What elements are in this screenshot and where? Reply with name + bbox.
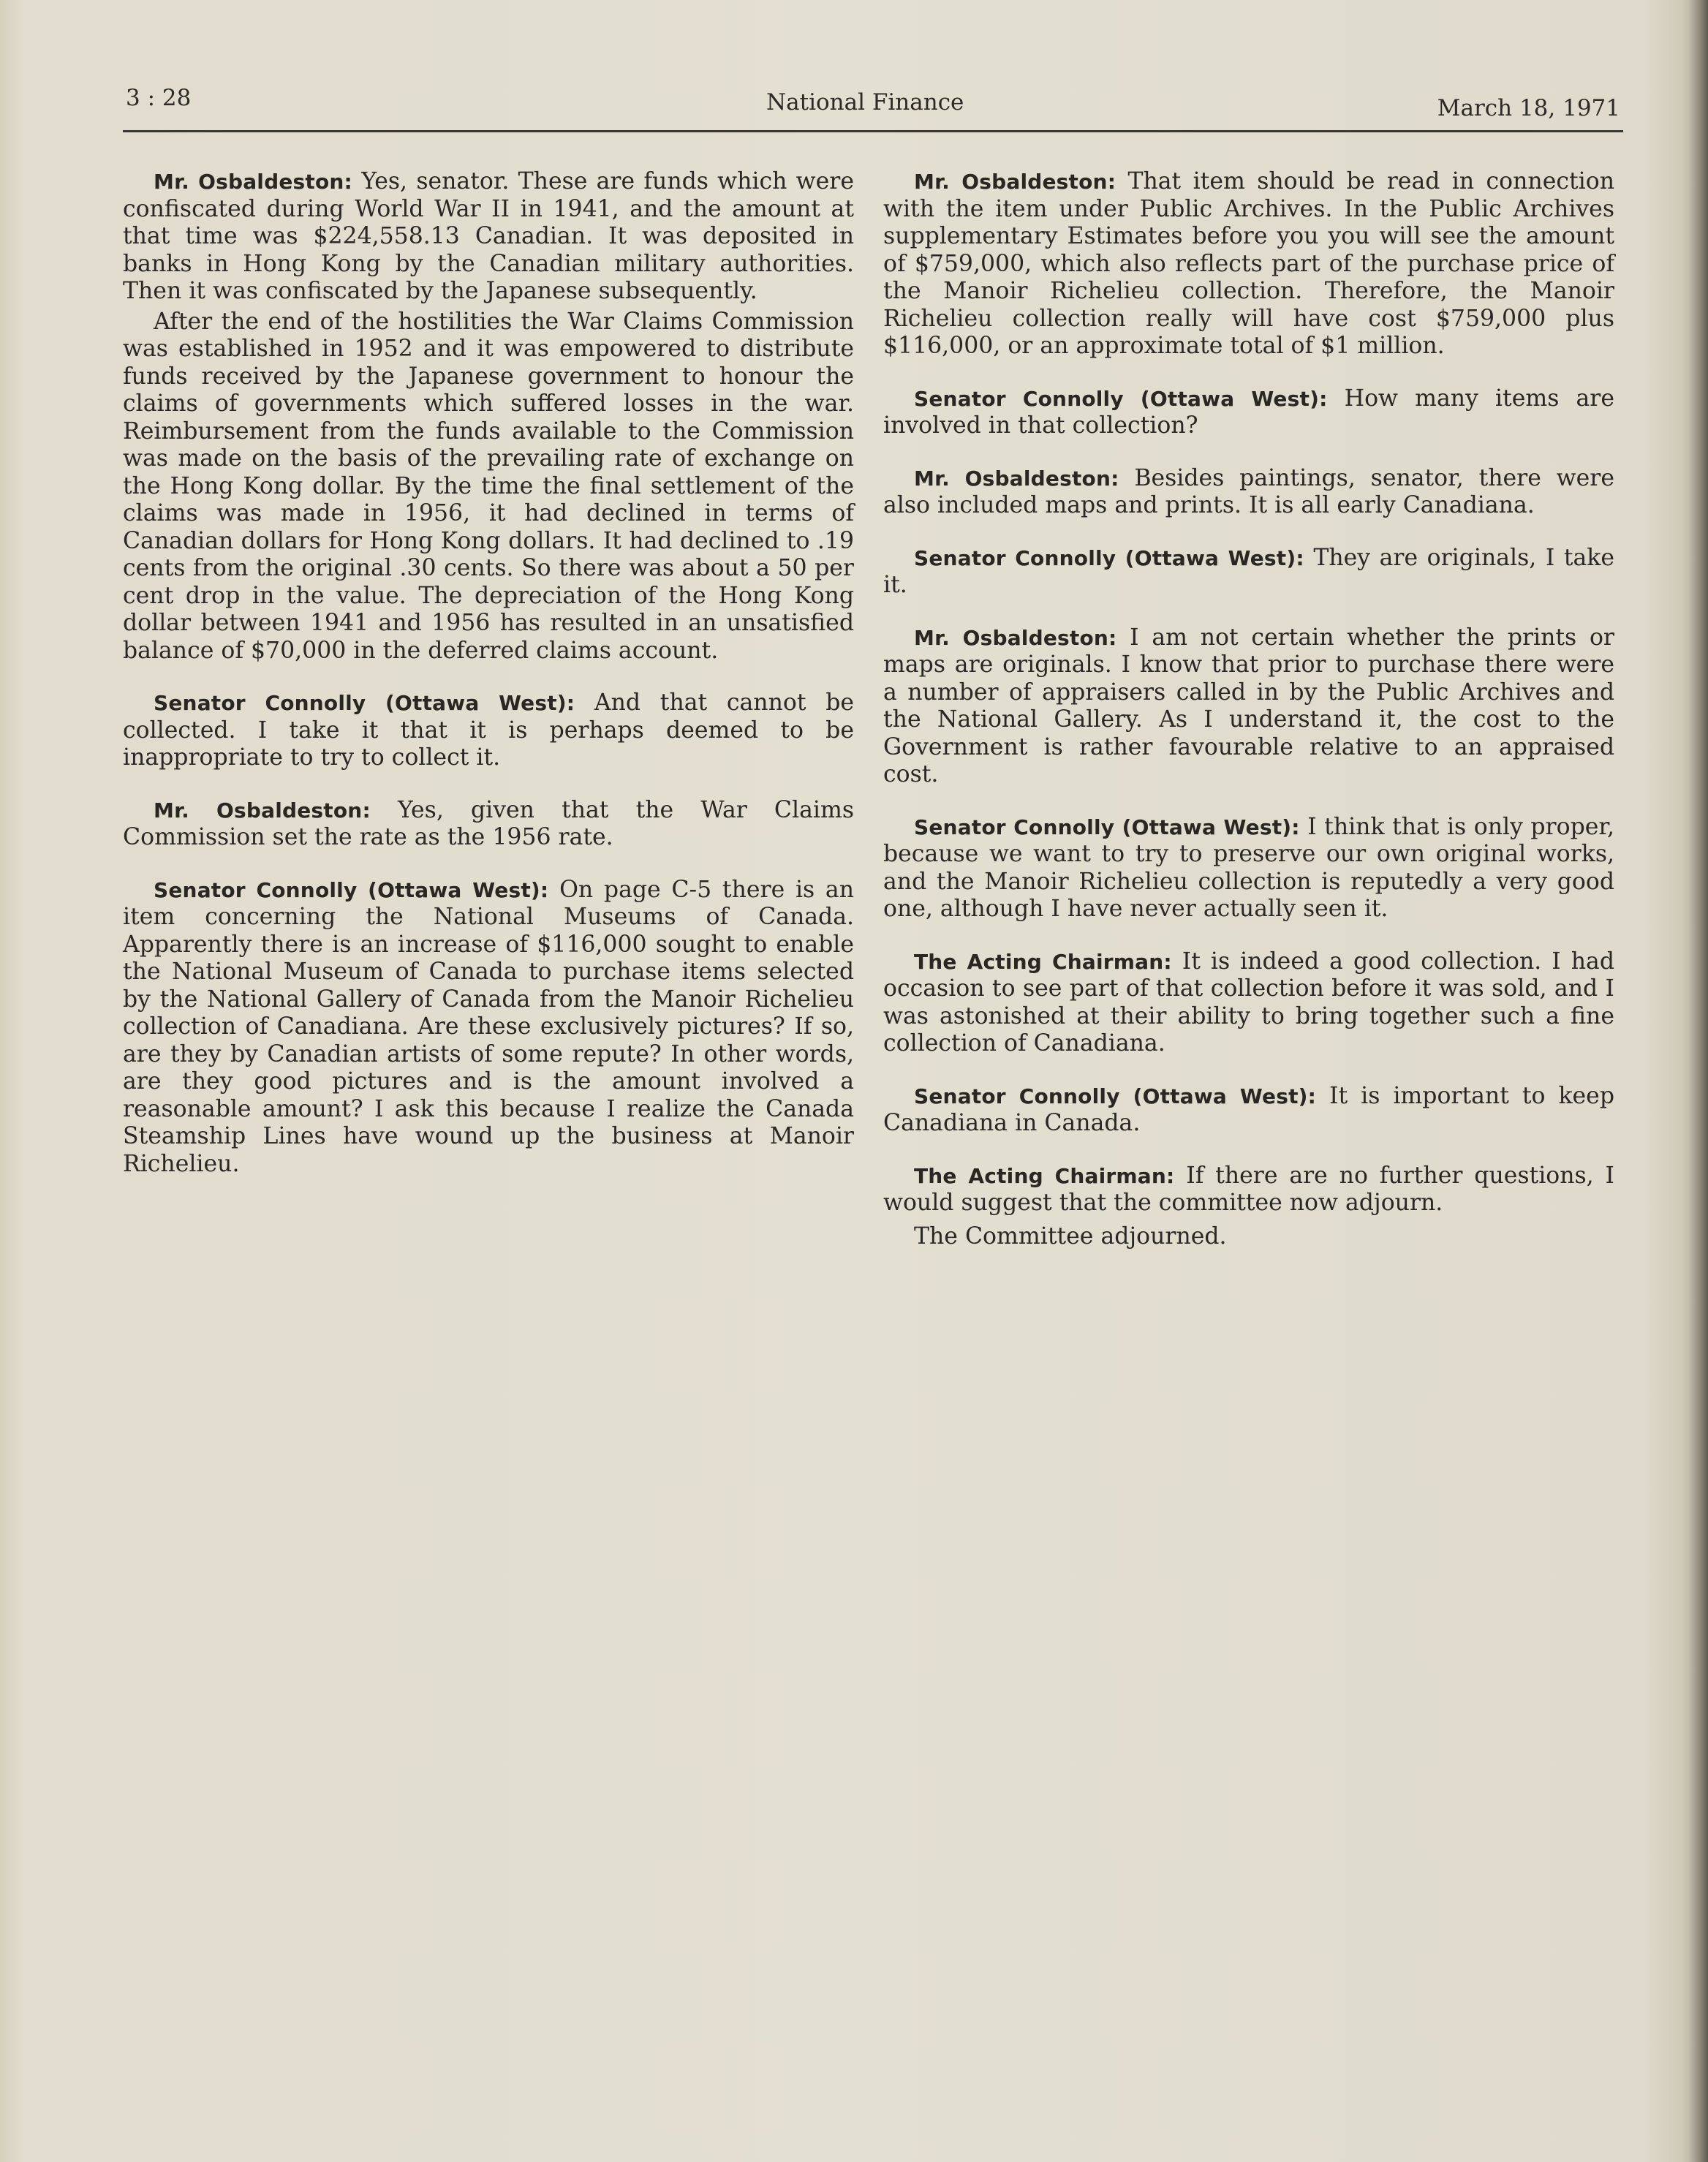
- left-column: [123, 168, 854, 1203]
- paragraph-text: I think that is only proper, because we want to try to preserve our own original works, and the Manoir Richelieu collection is reputedly a very good one, although I have never actually seen it.: [883, 813, 1614, 922]
- paragraph: [883, 814, 1614, 923]
- speaker-name: Senator Connolly (Ottawa West):: [154, 877, 549, 902]
- paragraph-text: They are originals, I take it.: [883, 544, 1614, 598]
- speaker-name: Senator Connolly (Ottawa West):: [914, 545, 1304, 570]
- paragraph-text: That item should be read in connection with the item under Public Archives. In the Public Archives supplementary Estimates before you you will see the amount of $759,000, which also reflects part of the purchase price of the Manoir Richelieu collection. Therefore, the Manoir Richelieu collection really will have cost $759,000 plus $116,000, or an approximate total of $1 million.: [883, 168, 1614, 359]
- paragraph-text: I am not certain whether the prints or maps are originals. I know that prior to purchase there were a number of appraisers called in by the Public Archives and the National Gallery. As I understand it, the cost to the Government is rather favourable relative to an appraised cost.: [883, 624, 1614, 787]
- paragraph-text: On page C-5 there is an item concerning the National Museums of Canada. Apparently there is an increase of $116,000 sought to enable the National Museum of Canada to purchase items selected by the National Gallery of Canada from the Manoir Richelieu collection of Canadiana. Are these exclusively pictures? If so, are they by Canadian artists of some repute? In other words, are they good pictures and is the amount involved a reasonable amount? I ask this because I realize the Canada Steamship Lines have wound up the business at Manoir Richelieu.: [123, 876, 854, 1177]
- paragraph: [883, 1163, 1614, 1217]
- speaker-name: Senator Connolly (Ottawa West):: [914, 1084, 1317, 1108]
- speaker-name: Mr. Osbaldeston:: [154, 170, 352, 194]
- speaker-name: Senator Connolly (Ottawa West):: [914, 814, 1300, 839]
- paragraph-text: Yes, given that the War Claims Commission set the rate as the 1956 rate.: [123, 796, 854, 850]
- speaker-name: Mr. Osbaldeston:: [914, 170, 1116, 194]
- speaker-name: Mr. Osbaldeston:: [914, 466, 1119, 491]
- paragraph-text: How many items are involved in that collection?: [883, 385, 1614, 439]
- paragraph-text: Yes, senator. These are funds which were confiscated during World War II in 1941, and the amount at that time was $224,558.13 Canadian. It was deposited in banks in Hong Kong by the Canadian military authorities. Then it was confiscated by the Japanese subsequently.: [123, 168, 854, 304]
- paragraph: [883, 385, 1614, 440]
- publication-title: National Finance: [766, 89, 964, 116]
- paragraph: [883, 168, 1614, 360]
- speaker-name: Mr. Osbaldeston:: [914, 625, 1117, 650]
- right-column: [883, 168, 1614, 1250]
- paragraph-text: Besides paintings, senator, there were also included maps and prints. It is all early Canadiana.: [883, 464, 1614, 518]
- paragraph-text: After the end of the hostilities the War Claims Commission was established in 1952 and it was empowered to distribute funds received by the Japanese government to honour the claims of governments which suffered losses in the war. Reimbursement from the funds available to the Commission was made on the basis of the prevailing rate of exchange on the Hong Kong dollar. By the time the final settlement of the claims was made in 1956, it had declined in terms of Canadian dollars for Hong Kong dollars. It had declined to .19 cents from the original .30 cents. So there was about a 50 per cent drop in the value. The depreciation of the Hong Kong dollar between 1941 and 1956 has resulted in an unsatisfied balance of $70,000 in the deferred claims account.: [123, 308, 854, 664]
- speaker-name: The Acting Chairman:: [914, 1163, 1175, 1188]
- header-date: March 18, 1971: [1437, 95, 1620, 121]
- closing-line: The Committee adjourned.: [914, 1222, 1227, 1250]
- paragraph: [123, 689, 854, 772]
- paragraph: [123, 797, 854, 852]
- speaker-name: Senator Connolly (Ottawa West):: [914, 386, 1328, 411]
- paragraph: [883, 545, 1614, 600]
- speaker-name: The Acting Chairman:: [914, 949, 1172, 974]
- paragraph: [123, 309, 854, 665]
- paragraph: [883, 465, 1614, 520]
- paragraph: [883, 1083, 1614, 1138]
- paragraph: [123, 168, 854, 306]
- page-number: 3 : 28: [126, 85, 192, 111]
- paragraph: [883, 948, 1614, 1058]
- page-header: [123, 79, 1623, 132]
- paragraph-text: It is indeed a good collection. I had occasion to see part of that collection before it was sold, and I was astonished at their ability to bring together such a fine collection of Canadiana.: [883, 948, 1614, 1057]
- speaker-name: Mr. Osbaldeston:: [154, 798, 371, 823]
- paragraph-text: And that cannot be collected. I take it that it is perhaps deemed to be inappropriate to try to collect it.: [123, 689, 854, 771]
- speaker-name: Senator Connolly (Ottawa West):: [154, 691, 575, 715]
- paragraph: [883, 624, 1614, 789]
- page-binding-edge: [1688, 0, 1708, 2162]
- paragraph: [123, 877, 854, 1179]
- paragraph-text: It is important to keep Canadiana in Canada.: [883, 1082, 1614, 1136]
- paragraph-text: If there are no further questions, I would suggest that the committee now adjourn.: [883, 1162, 1614, 1216]
